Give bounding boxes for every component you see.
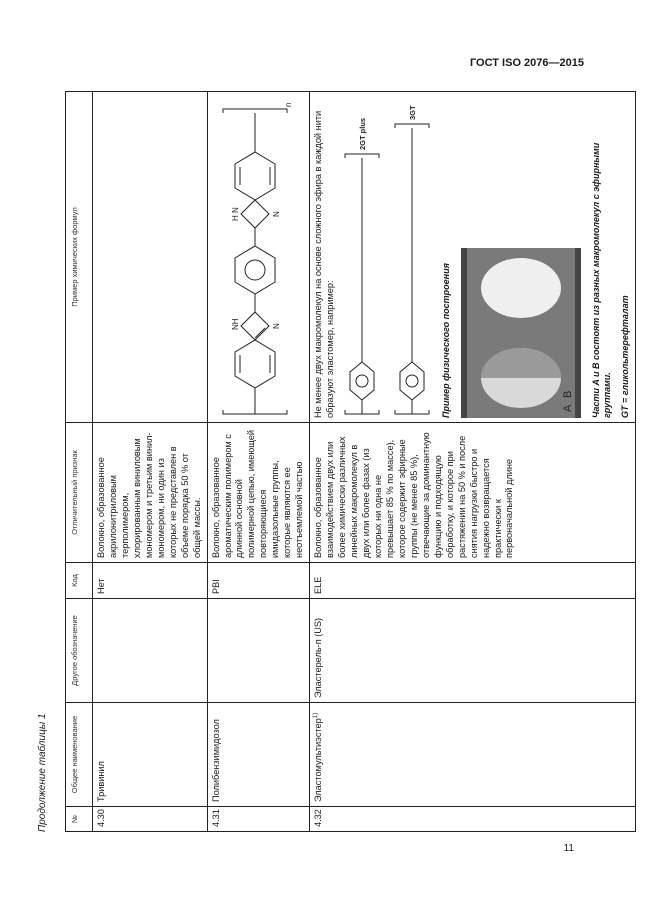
note-gt: GT = гликольтерефталат [620, 295, 631, 418]
row-formula [207, 92, 310, 423]
row-name [310, 703, 636, 807]
row-code: Нет [93, 563, 208, 599]
row-feature: Волокно, образованное акрилонитриловым терполимером, хлорированным виниловым мономером и третьим винил-мономером, ни один из которых не представлен в объеме порядка 50 % от общей массы. [93, 423, 208, 563]
col-header-feature: Отличительный признак [66, 423, 93, 563]
row-code: ELE [310, 563, 636, 599]
table-row [310, 92, 636, 832]
row-feature: Волокно, образованное взаимодействием двух или более химически различных линейных макромолекул в двух или более фазах (из которых ни одна не превышает 85 % по массе), которое содержит эфирные группы (не менее 85 %), отвечающие за доминантную функцию и подходящую обработку, и которое при растяжении на 50 % и после снятия нагрузки быстро и надежно возвращается практически к первоначальной длине [310, 423, 636, 563]
pbi-hn-label: H N [230, 207, 240, 221]
row-formula [93, 92, 208, 423]
image-label-a: A [561, 404, 574, 412]
table-header-row [66, 92, 93, 832]
row-name-text: Эластомультиэстер [313, 718, 324, 802]
pbi-n-label-right: N [271, 211, 281, 217]
row-number: 4.31 [207, 807, 310, 832]
table-caption: Продолжение таблицы 1 [37, 713, 48, 832]
col-header-code: Код [66, 563, 93, 599]
note-parts: Части A и B состоят из разных макромолекул с эфирными группами. [590, 142, 613, 418]
row-formula [310, 92, 636, 423]
formula-tag-1: 2GT plus [358, 117, 368, 150]
row-name: Полибензимидозол [207, 703, 310, 807]
polyester-formula-diagram [343, 98, 433, 418]
row-other [207, 599, 310, 703]
formula-tag-2: 3GT [408, 105, 418, 120]
row-other [93, 599, 208, 703]
col-header-formula: Пример химических формул [66, 92, 93, 423]
pbi-structure-diagram [211, 98, 293, 418]
image-label-b: B [561, 390, 574, 398]
row-name: Тривинил [93, 703, 208, 807]
row-code: PBI [207, 563, 310, 599]
formula-intro: Не менее двух макромолекул на основе сложного эфира в каждой нити образуют эластомер, например: [313, 110, 336, 418]
rotated-table-block [37, 92, 631, 832]
table-row [93, 92, 208, 832]
col-header-number: № [66, 807, 93, 832]
pbi-n-label-left: N [271, 323, 281, 329]
row-number: 4.30 [93, 807, 208, 832]
row-feature: Волокно, образованное ароматическим полимером с длинной основной полимерной цепью, имеющей повторяющиеся имидазольные группы, которые являются ее неотъемлемой частью [207, 423, 310, 563]
footnote-marker: 1) [313, 712, 320, 719]
pbi-subscript-n: n [283, 102, 293, 107]
page-number: 11 [563, 843, 574, 854]
standard-header: ГОСТ ISO 2076—2015 [469, 57, 584, 69]
row-other: Эластерель-п (US) [310, 599, 636, 703]
pbi-nh-label: NH [230, 318, 240, 330]
table-row [207, 92, 310, 832]
physical-structure-label: Пример физического построения [441, 263, 452, 418]
col-header-other: Другое обозначение [66, 599, 93, 703]
row-number: 4.32 [310, 807, 636, 832]
fiber-table [65, 91, 636, 832]
col-header-name: Общее наименование [66, 703, 93, 807]
fiber-cross-section-image [461, 248, 581, 418]
